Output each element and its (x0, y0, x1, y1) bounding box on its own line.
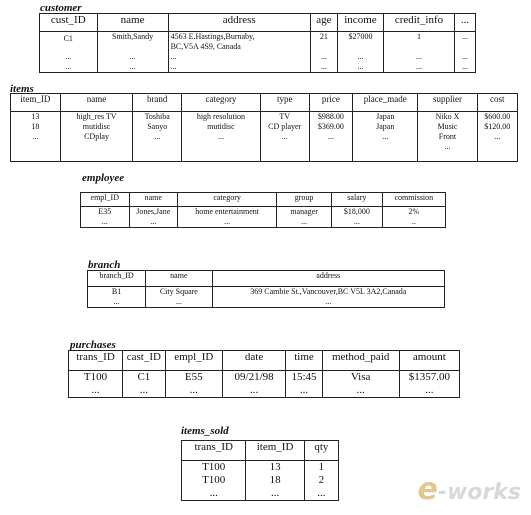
column-header: amount (399, 351, 459, 371)
table-cell: Japan Japan ... (353, 112, 418, 162)
table-cell: C1 (40, 32, 98, 53)
table-cell: ... (286, 384, 322, 398)
table-cell: ... (146, 297, 213, 308)
table-cell: ... (165, 384, 222, 398)
table-cell: ... (304, 487, 338, 501)
table-cell: 2% (382, 207, 445, 218)
table-cell: $600.00 $120.00 ... (477, 112, 518, 162)
table-cell: ... (40, 52, 98, 62)
column-header: commission (382, 193, 445, 207)
column-header: branch_ID (88, 271, 146, 287)
table-cell: 1 (304, 461, 338, 475)
table-cell: .. (382, 217, 445, 228)
items-table (10, 93, 518, 162)
column-header: empl_ID (81, 193, 130, 207)
table-cell: ... (383, 52, 454, 62)
table-cell: T100 (182, 461, 246, 475)
column-header: qty (304, 441, 338, 461)
table-cell: $988.00 $369.00 ... (309, 112, 353, 162)
table-cell: Smith,Sandy (97, 32, 168, 53)
customer-table (39, 13, 476, 73)
table-row (88, 297, 445, 308)
table-cell: ... (277, 217, 332, 228)
column-header: cast_ID (123, 351, 166, 371)
table-cell: ... (212, 297, 444, 308)
column-header: salary (332, 193, 383, 207)
table-cell: Visa (322, 371, 399, 385)
table-cell: ... (337, 52, 383, 62)
column-header: credit_info (383, 14, 454, 32)
column-header: ... (455, 14, 476, 32)
table-cell: B1 (88, 287, 146, 298)
table-cell: $1357.00 (399, 371, 459, 385)
table-cell: ... (310, 62, 337, 73)
table-row (40, 62, 476, 73)
table-cell: ... (97, 62, 168, 73)
table-cell: 4563 E.Hastings,Burnaby, BC,V5A 4S9, Canada (168, 32, 310, 53)
table-cell: ... (246, 487, 304, 501)
branch-table (87, 270, 445, 308)
column-header: empl_ID (165, 351, 222, 371)
column-header: trans_ID (182, 441, 246, 461)
items-sold-caption: items_sold (181, 425, 229, 437)
table-cell: Toshiba Sanyo ... (133, 112, 182, 162)
column-header: category (178, 193, 277, 207)
table-cell: ... (123, 384, 166, 398)
table-cell: ... (168, 52, 310, 62)
purchases-caption: purchases (70, 339, 116, 351)
column-header: name (60, 94, 133, 112)
column-header: item_ID (246, 441, 304, 461)
table-cell: E55 (165, 371, 222, 385)
table-cell: ... (455, 52, 476, 62)
column-header: category (182, 94, 261, 112)
table-cell: 18 (246, 474, 304, 487)
table-row (88, 287, 445, 298)
table-row (40, 52, 476, 62)
items-sold-table (181, 440, 339, 501)
table-cell: 09/21/98 (222, 371, 285, 385)
table-cell: ... (182, 487, 246, 501)
table-cell: 13 (246, 461, 304, 475)
column-header: name (97, 14, 168, 32)
table-cell: ... (222, 384, 285, 398)
table-cell: ... (129, 217, 178, 228)
column-header: group (277, 193, 332, 207)
column-header: time (286, 351, 322, 371)
table-cell: high resolution mutidisc ... (182, 112, 261, 162)
table-cell: 1 (383, 32, 454, 53)
table-row (182, 487, 339, 501)
table-cell: Niko X Music Front ... (418, 112, 477, 162)
table-cell: ... (168, 62, 310, 73)
column-header: type (260, 94, 309, 112)
column-header: date (222, 351, 285, 371)
column-header: cost (477, 94, 518, 112)
table-cell: City Square (146, 287, 213, 298)
column-header: age (310, 14, 337, 32)
table-cell: 15:45 (286, 371, 322, 385)
table-cell: ... (81, 217, 130, 228)
table-cell: Jones,Jane (129, 207, 178, 218)
table-row (81, 207, 446, 218)
table-cell: ... (310, 52, 337, 62)
table-cell: T100 (69, 371, 123, 385)
column-header: brand (133, 94, 182, 112)
table-cell: ... (40, 62, 98, 73)
branch-caption: branch (88, 259, 121, 271)
table-cell: ... (399, 384, 459, 398)
table-cell: high_res TV mutidisc CDplay (60, 112, 133, 162)
table-cell: manager (277, 207, 332, 218)
column-header: supplier (418, 94, 477, 112)
employee-table (80, 192, 446, 228)
column-header: price (309, 94, 353, 112)
employee-caption: employee (82, 172, 125, 184)
column-header: item_ID (11, 94, 61, 112)
column-header: name (146, 271, 213, 287)
column-header: method_paid (322, 351, 399, 371)
table-cell: 369 Cambie St.,Vancouver,BC V5L 3A2,Canada (212, 287, 444, 298)
column-header: name (129, 193, 178, 207)
table-row (69, 384, 460, 398)
table-cell: ... (97, 52, 168, 62)
column-header: income (337, 14, 383, 32)
table-cell: ... (337, 62, 383, 73)
table-cell: ... (322, 384, 399, 398)
column-header: address (212, 271, 444, 287)
table-cell: ... (455, 62, 476, 73)
table-row (182, 461, 339, 475)
table-row (11, 112, 518, 162)
table-cell: C1 (123, 371, 166, 385)
table-cell: 13 18 ... (11, 112, 61, 162)
column-header: address (168, 14, 310, 32)
column-header: cust_ID (40, 14, 98, 32)
table-cell: TV CD player ... (260, 112, 309, 162)
e-works-logo: e-works (417, 472, 521, 507)
table-cell: T100 (182, 474, 246, 487)
column-header: place_made (353, 94, 418, 112)
table-cell: ... (178, 217, 277, 228)
table-cell: ... (383, 62, 454, 73)
table-cell: 2 (304, 474, 338, 487)
table-cell: 21 (310, 32, 337, 53)
items-caption: items (10, 83, 34, 95)
column-header: trans_ID (69, 351, 123, 371)
purchases-table (68, 350, 460, 398)
table-cell: ... (69, 384, 123, 398)
table-cell: home entertainment (178, 207, 277, 218)
table-cell: ... (332, 217, 383, 228)
table-cell: $18,000 (332, 207, 383, 218)
table-cell: ... (88, 297, 146, 308)
table-cell: E35 (81, 207, 130, 218)
table-row (40, 32, 476, 53)
table-cell: ... (455, 32, 476, 53)
table-row (69, 371, 460, 385)
table-cell: $27000 (337, 32, 383, 53)
table-row (182, 474, 339, 487)
customer-caption: customer (40, 2, 82, 14)
table-row (81, 217, 446, 228)
